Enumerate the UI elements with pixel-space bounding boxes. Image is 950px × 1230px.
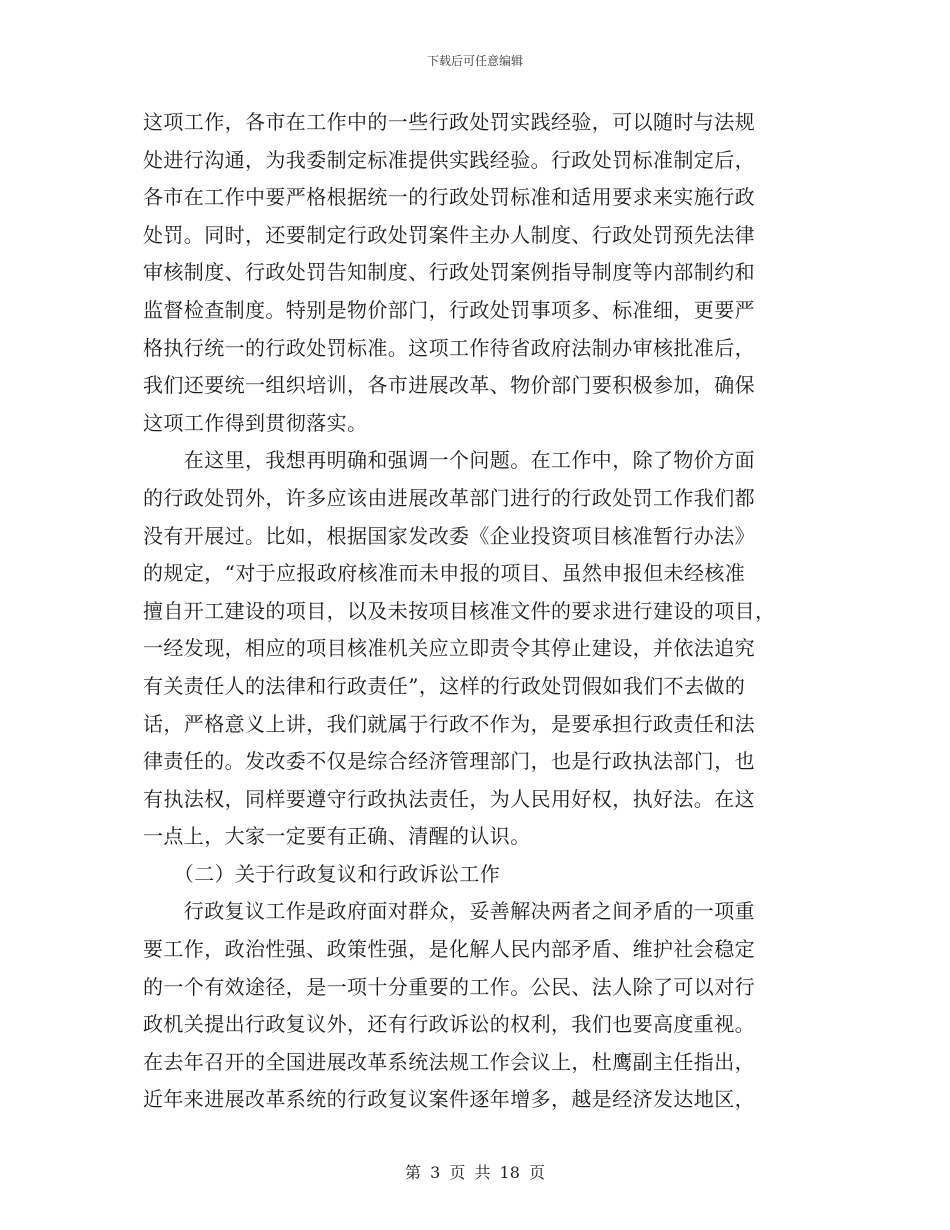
text-line: 的规定，“对于应报政府核准而未申报的项目、虽然申报但未经核准 xyxy=(143,561,746,586)
text-line: 一点上，大家一定要有正确、清醒的认识。 xyxy=(143,824,531,849)
text-line: 处进行沟通，为我委制定标准提供实践经验。行政处罚标准制定后， xyxy=(143,147,755,172)
text-line: 审核制度、行政处罚告知制度、行政处罚案例指导制度等内部制约和 xyxy=(143,260,755,285)
text-line: 我们还要统一组织培训，各市进展改革、物价部门要积极参加，确保 xyxy=(143,373,755,398)
text-line: 的一个有效途径，是一项十分重要的工作。公民、法人除了可以对行 xyxy=(143,974,755,999)
text-line: 律责任的。发改委不仅是综合经济管理部门，也是行政执法部门，也 xyxy=(143,749,755,774)
text-line: 的行政处罚外，许多应该由进展改革部门进行的行政处罚工作我们都 xyxy=(143,485,755,510)
text-line: 格执行统一的行政处罚标准。这项工作待省政府法制办审核批准后， xyxy=(143,335,755,360)
text-line: 有关责任人的法律和行政责任”，这样的行政处罚假如我们不去做的 xyxy=(143,673,746,698)
section-heading: （二）关于行政复议和行政诉讼工作 xyxy=(143,861,501,886)
text-line: 要工作，政治性强、政策性强，是化解人民内部矛盾、维护社会稳定 xyxy=(143,937,755,962)
text-line: 擅自开工建设的项目，以及未按项目核准文件的要求进行建设的项目， xyxy=(143,598,776,623)
text-line: 在这里，我想再明确和强调一个问题。在工作中，除了物价方面 xyxy=(143,448,755,473)
text-line: 各市在工作中要严格根据统一的行政处罚标准和适用要求来实施行政 xyxy=(143,185,755,210)
text-line: 行政复议工作是政府面对群众，妥善解决两者之间矛盾的一项重 xyxy=(143,899,755,924)
text-line: 处罚。同时，还要制定行政处罚案件主办人制度、行政处罚预先法律 xyxy=(143,222,755,247)
text-line: 一经发现，相应的项目核准机关应立即责令其停止建设，并依法追究 xyxy=(143,636,755,661)
page-header: 下载后可任意编辑 xyxy=(426,54,523,68)
text-line: 这项工作，各市在工作中的一些行政处罚实践经验，可以随时与法规 xyxy=(143,110,755,134)
text-line: 话，严格意义上讲，我们就属于行政不作为，是要承担行政责任和法 xyxy=(143,711,755,736)
text-line: 有执法权，同样要遵守行政执法责任，为人民用好权，执好法。在这 xyxy=(143,786,755,811)
page-footer: 第 3 页 共 18 页 xyxy=(405,1163,545,1182)
text-line: 这项工作得到贯彻落实。 xyxy=(143,410,368,435)
text-line: 政机关提出行政复议外，还有行政诉讼的权利，我们也要高度重视。 xyxy=(143,1012,755,1037)
text-line: 在去年召开的全国进展改革系统法规工作会议上，杜鹰副主任指出， xyxy=(143,1049,755,1074)
text-line: 没有开展过。比如，根据国家发改委《企业投资项目核准暂行办法》 xyxy=(143,523,755,548)
text-line: 近年来进展改革系统的行政复议案件逐年增多，越是经济发达地区， xyxy=(143,1087,755,1112)
document-body xyxy=(143,104,807,1119)
text-line: 监督检查制度。特别是物价部门，行政处罚事项多、标准细，更要严 xyxy=(143,297,755,322)
